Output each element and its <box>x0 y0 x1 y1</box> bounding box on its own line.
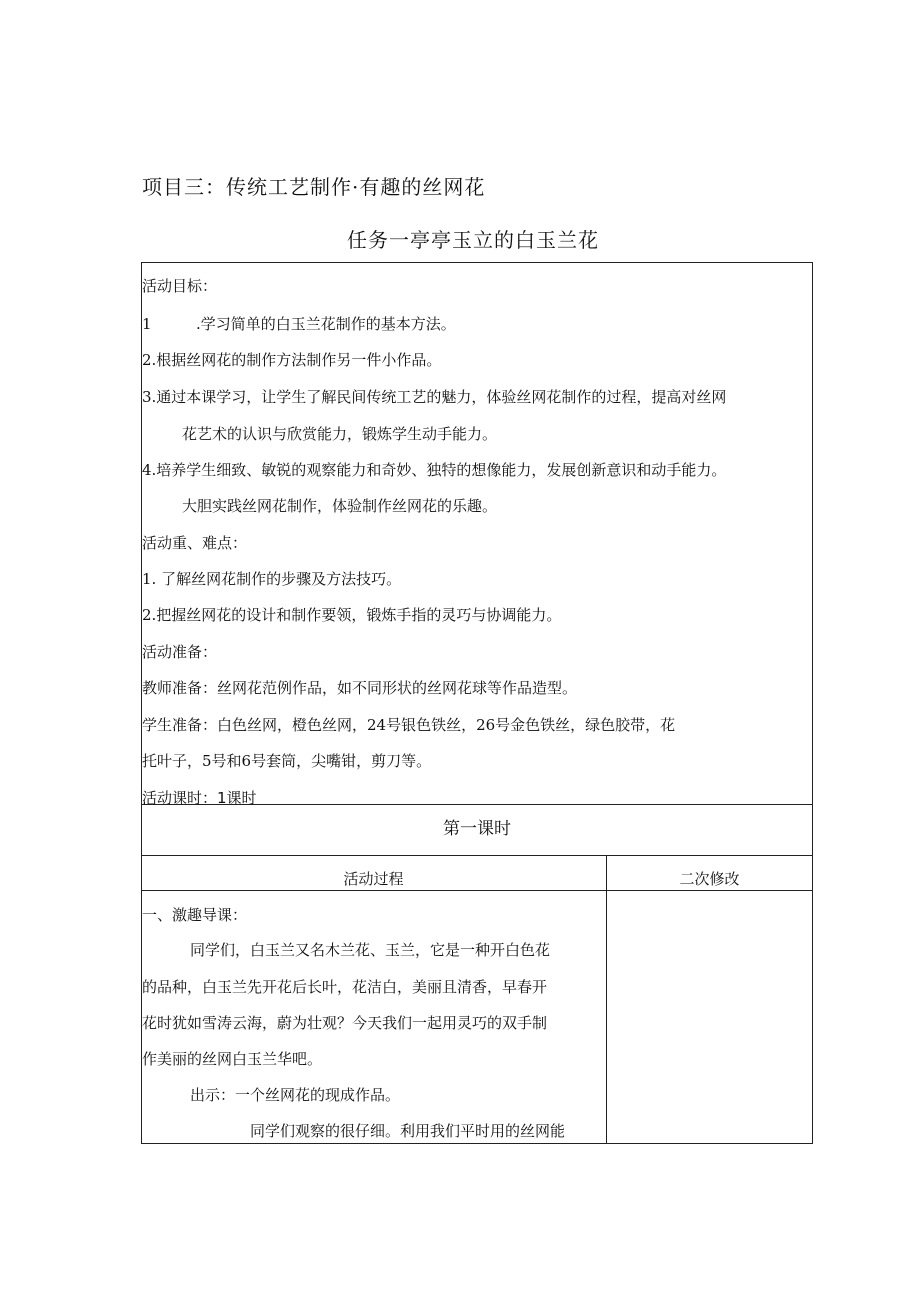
intro-heading: 一、激趣导课： <box>142 906 248 924</box>
intro-paragraph-line1: 同学们，白玉兰又名木兰花、玉兰，它是一种开白色花 <box>190 941 551 959</box>
key-points-heading: 活动重、难点： <box>142 534 248 552</box>
objective-3-line1: 3.通过本课学习，让学生了解民间传统工艺的魅力，体验丝网花制作的过程，提高对丝网 <box>142 388 727 406</box>
objective-3-line2: 花艺术的认识与欣赏能力，锻炼学生动手能力。 <box>182 425 498 443</box>
intro-show: 出示：一个丝网花的现成作品。 <box>190 1086 401 1104</box>
objective-1-text: .学习简单的白玉兰花制作的基本方法。 <box>196 315 456 333</box>
project-title: 项目三：传统工艺制作·有趣的丝网花 <box>142 175 486 199</box>
student-preparation-line2: 托叶子，5号和6号套筒，尖嘴钳，剪刀等。 <box>142 752 432 770</box>
preparation-heading: 活动准备： <box>142 643 218 661</box>
objectives-heading: 活动目标： <box>142 277 218 295</box>
duration: 活动课时：1课时 <box>142 789 257 807</box>
table-column-separator <box>606 855 607 1144</box>
task-title: 任务一亭亭玉立的白玉兰花 <box>347 228 599 252</box>
intro-paragraph-line2: 的品种，白玉兰先开花后长叶，花洁白，美丽且清香，早春开 <box>142 978 548 996</box>
column-header-process: 活动过程 <box>343 870 404 888</box>
objective-2: 2.根据丝网花的制作方法制作另一件小作品。 <box>142 351 442 369</box>
table-divider-columns <box>141 890 813 891</box>
table-divider-header <box>141 855 813 856</box>
key-point-2: 2.把握丝网花的设计和制作要领，锻炼手指的灵巧与协调能力。 <box>142 606 562 624</box>
key-point-1: 1. 了解丝网花制作的步骤及方法技巧。 <box>142 570 402 588</box>
intro-paragraph-line4: 作美丽的丝网白玉兰华吧。 <box>142 1050 323 1068</box>
column-header-revision: 二次修改 <box>679 870 740 888</box>
teacher-preparation: 教师准备：丝网花范例作品，如不同形状的丝网花球等作品造型。 <box>142 679 578 697</box>
student-preparation-line1: 学生准备：白色丝网，橙色丝网，24号银色铁丝，26号金色铁丝，绿色胶带，花 <box>142 716 676 734</box>
intro-paragraph2-line1: 同学们观察的很仔细。利用我们平时用的丝网能 <box>250 1122 566 1140</box>
intro-paragraph-line3: 花时犹如雪涛云海，蔚为壮观？今天我们一起用灵巧的双手制 <box>142 1014 548 1032</box>
objective-extra: 大胆实践丝网花制作，体验制作丝网花的乐趣。 <box>182 497 498 515</box>
lesson-title: 第一课时 <box>443 819 511 839</box>
objective-1-number: 1 <box>142 315 152 333</box>
objective-4: 4.培养学生细致、敏锐的观察能力和奇妙、独特的想像能力，发展创新意识和动手能力。 <box>142 461 727 479</box>
